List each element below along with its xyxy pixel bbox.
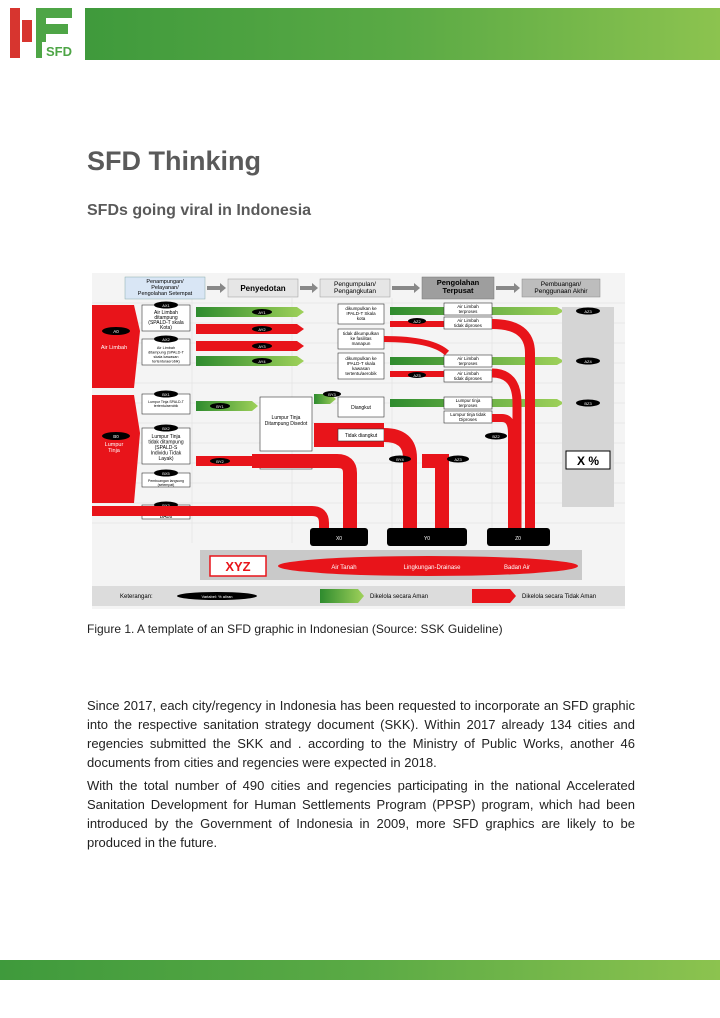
percent-label: X %	[576, 454, 600, 468]
diangkut-label: Diangkut	[351, 405, 371, 411]
svg-text:Z0: Z0	[515, 536, 521, 542]
svg-text:BX1: BX1	[162, 392, 170, 397]
figure-caption: Figure 1. A template of an SFD graphic in Indonesian (Source: SSK Guideline)	[87, 622, 503, 636]
svg-text:dikumpulkan keIPALD-T skalakaw: dikumpulkan ke IPALD-T skala kawasan tertentu/aerobik	[345, 356, 377, 376]
svg-text:Air Limbahtidak diproses: Air Limbah tidak diproses	[454, 318, 482, 328]
header-green-bar	[85, 8, 720, 60]
page-subtitle: SFDs going viral in Indonesia	[87, 202, 312, 219]
svg-text:Y0: Y0	[423, 536, 431, 542]
receiving-lingkungan: Lingkungan-Drainase	[403, 565, 461, 571]
ay1-arrow	[196, 307, 304, 317]
xyz-label: XYZ	[225, 559, 251, 574]
ay4-arrow	[196, 356, 304, 366]
legend-variable-label: Variabel: % aliran	[201, 594, 233, 599]
svg-text:AY3: AY3	[258, 344, 266, 349]
svg-text:tidak dikumpulkanke fasilitasm: tidak dikumpulkan ke fasilitas manapun	[342, 331, 380, 346]
svg-text:Tanpa aksesBABs: Tanpa akses BABs	[151, 509, 181, 520]
stage-2-label: Penyedotan	[240, 284, 286, 293]
paragraph-2: With the total number of 490 cities and regencies participating in the national Accelerated Sanitation Development for Human Settlements Program (PPSP) program, which had been introduced by the Government of Indonesia in 2009, more SFD graphics are likely to be produced in the future.	[87, 778, 635, 850]
svg-text:BY3: BY3	[328, 392, 336, 397]
b0-label: B0	[113, 434, 119, 439]
svg-text:AX2: AX2	[162, 337, 170, 342]
disposal-column	[562, 307, 614, 507]
lumpur-disedot-label: Lumpur Tinja Ditampung Disedot	[264, 415, 308, 427]
page-title: SFD Thinking	[87, 146, 261, 176]
svg-text:Air Limbahditampung(SPALD-T sk: Air Limbah ditampung (SPALD-T skala Kota)	[148, 310, 184, 331]
svg-text:BY1: BY1	[216, 404, 224, 409]
lumpur-tinja-label: Lumpur Tinja	[104, 442, 124, 454]
stage-3-label: Pengumpulan/ Pengangkutan	[334, 281, 376, 295]
receiving-badan-air: Badan Air	[503, 565, 531, 571]
svg-text:AY1: AY1	[258, 310, 266, 315]
legend-safe-label: Dikelola secara Aman	[370, 594, 429, 600]
receiving-air-tanah: Air Tanah	[331, 565, 357, 571]
ay3-arrow	[196, 341, 304, 351]
logo-red-bar	[10, 8, 20, 58]
stage-4-label: Pengolahan Terpusat	[436, 278, 480, 295]
svg-text:dikumpulkan keIPALD-T Skalakot: dikumpulkan ke IPALD-T Skala kota	[345, 306, 377, 321]
footer-green-bar	[0, 960, 720, 980]
svg-text:Air Limbahtidak diproses: Air Limbah tidak diproses	[454, 371, 482, 381]
svg-text:AZ3: AZ3	[454, 457, 462, 462]
legend-unsafe-swatch	[472, 589, 516, 603]
lumpur-tidak-disedot-label: Lumpur Tinja Tidak Ditampung Tidak Disedot	[271, 457, 301, 469]
svg-text:Lumpur Tinjatidak ditampung(SP: Lumpur Tinja tidak ditampung (SPALD-S Individu Tidak Layak)	[148, 434, 184, 462]
legend-unsafe-label: Dikelola secara Tidak Aman	[522, 594, 597, 600]
svg-text:Air Limbahterproses: Air Limbah terproses	[457, 304, 479, 314]
svg-text:Air Limbahditampung (SPALD-Tsk: Air Limbah ditampung (SPALD-T skala kawasan tertentu/aerobik)	[148, 346, 184, 364]
collection-boxes	[338, 304, 384, 379]
svg-text:AX1: AX1	[162, 303, 170, 308]
svg-text:AZ2: AZ2	[413, 319, 421, 324]
legend-title: Keterangan:	[120, 594, 153, 600]
svg-text:AZ5: AZ5	[413, 373, 421, 378]
legend-safe-swatch	[320, 589, 364, 603]
svg-text:AZ3: AZ3	[584, 309, 592, 314]
sfd-figure	[92, 273, 625, 609]
tidak-diangkut-label: Tidak diangkut	[344, 433, 378, 439]
svg-text:BZ2: BZ2	[492, 434, 500, 439]
svg-text:BX5: BX5	[162, 471, 170, 476]
svg-text:Air Limbahterproses: Air Limbah terproses	[457, 356, 479, 366]
ay2-arrow	[196, 324, 304, 334]
svg-text:AZ4: AZ4	[584, 359, 592, 364]
svg-text:Pembuangan langsung(setempat): Pembuangan langsung (setempat)	[147, 479, 185, 487]
svg-text:Lumpur tinjaterproses: Lumpur tinja terproses	[455, 398, 481, 408]
a0-label: A0	[113, 329, 119, 334]
svg-text:Lumpur tinja tidakDiproses: Lumpur tinja tidak Diproses	[450, 412, 486, 422]
svg-text:BZ3: BZ3	[584, 401, 592, 406]
svg-text:BX2: BX2	[162, 426, 170, 431]
logo-red-small-bar	[22, 20, 32, 42]
svg-text:X0: X0	[335, 536, 343, 542]
stage-headers	[125, 277, 600, 299]
stage-1-label: Penampungan/ Pelayanan/ Pengolahan Setempat	[137, 279, 193, 297]
svg-text:BY2: BY2	[216, 459, 224, 464]
logo-text: SFD	[46, 44, 72, 59]
svg-text:BX3: BX3	[162, 503, 170, 508]
svg-text:BY4: BY4	[396, 457, 404, 462]
paragraph-1: Since 2017, each city/regency in Indonesia has been requested to incorporate an SFD graphic into the respective sanitation strategy document (SKK). Within 2017 already 134 cities and regencies submitted the SKK and . according to the Ministry of Public Works, another 46 documents from cities and regencies were expected in 2018.	[87, 698, 635, 770]
sfd-logo	[8, 6, 78, 62]
svg-text:AY2: AY2	[258, 327, 266, 332]
treatment-boxes	[444, 303, 492, 423]
air-limbah-label: Air Limbah	[100, 345, 128, 351]
stage-5-label: Pembuangan/ Penggunaan Akhir	[534, 281, 588, 295]
svg-text:Lumpur Tinja SPALD-Ttertentu/a: Lumpur Tinja SPALD-T tertentu/aerobik	[148, 400, 184, 408]
svg-text:AY4: AY4	[258, 359, 266, 364]
